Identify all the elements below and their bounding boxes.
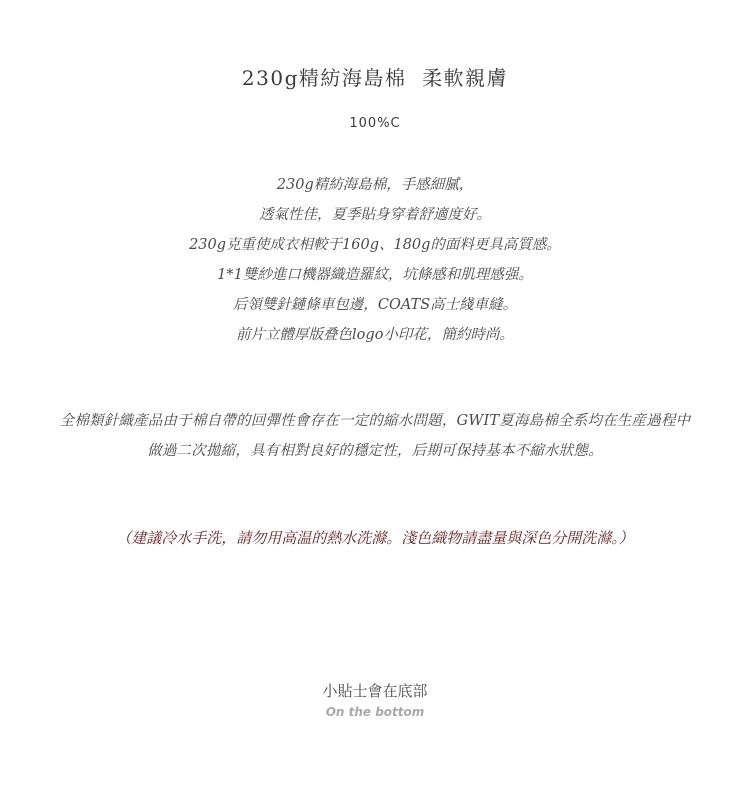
feature-item: 后領雙針鏈條車包邊，COATS高士綫車縫。 [232, 297, 518, 313]
feature-item: 230g精紡海島棉，手感細膩， [276, 177, 474, 193]
fabric-composition: 100%C [349, 116, 401, 131]
feature-item: 透氣性佳，夏季貼身穿着舒適度好。 [259, 207, 491, 223]
shrinkage-note-line: 全棉類針織產品由于棉自帶的回彈性會存在一定的縮水問題，GWIT夏海島棉全系均在生産過程中 [59, 413, 691, 429]
tips-title: 小貼士會在底部 [322, 682, 428, 700]
shrinkage-note-line: 做過二次拋縮，具有相對良好的穩定性，后期可保持基本不縮水狀態。 [147, 443, 603, 459]
feature-item: 230g克重使成衣相較于160g、180g的面料更具高質感。 [189, 237, 561, 253]
tips-subtitle: On the bottom [325, 705, 425, 719]
care-instruction: （建議冷水手洗，請勿用高温的熱水洗滌。淺色織物請盡量與深色分開洗滌。） [116, 529, 634, 547]
feature-item: 1*1雙紗進口機器織造羅紋，坑條感和肌理感强。 [217, 267, 533, 283]
feature-item: 前片立體厚版叠色logo小印花，簡約時尚。 [236, 327, 514, 343]
product-title: 230g精紡海島棉 柔軟親膚 [241, 66, 509, 90]
feature-list [0, 170, 750, 350]
shrinkage-note [0, 406, 750, 466]
